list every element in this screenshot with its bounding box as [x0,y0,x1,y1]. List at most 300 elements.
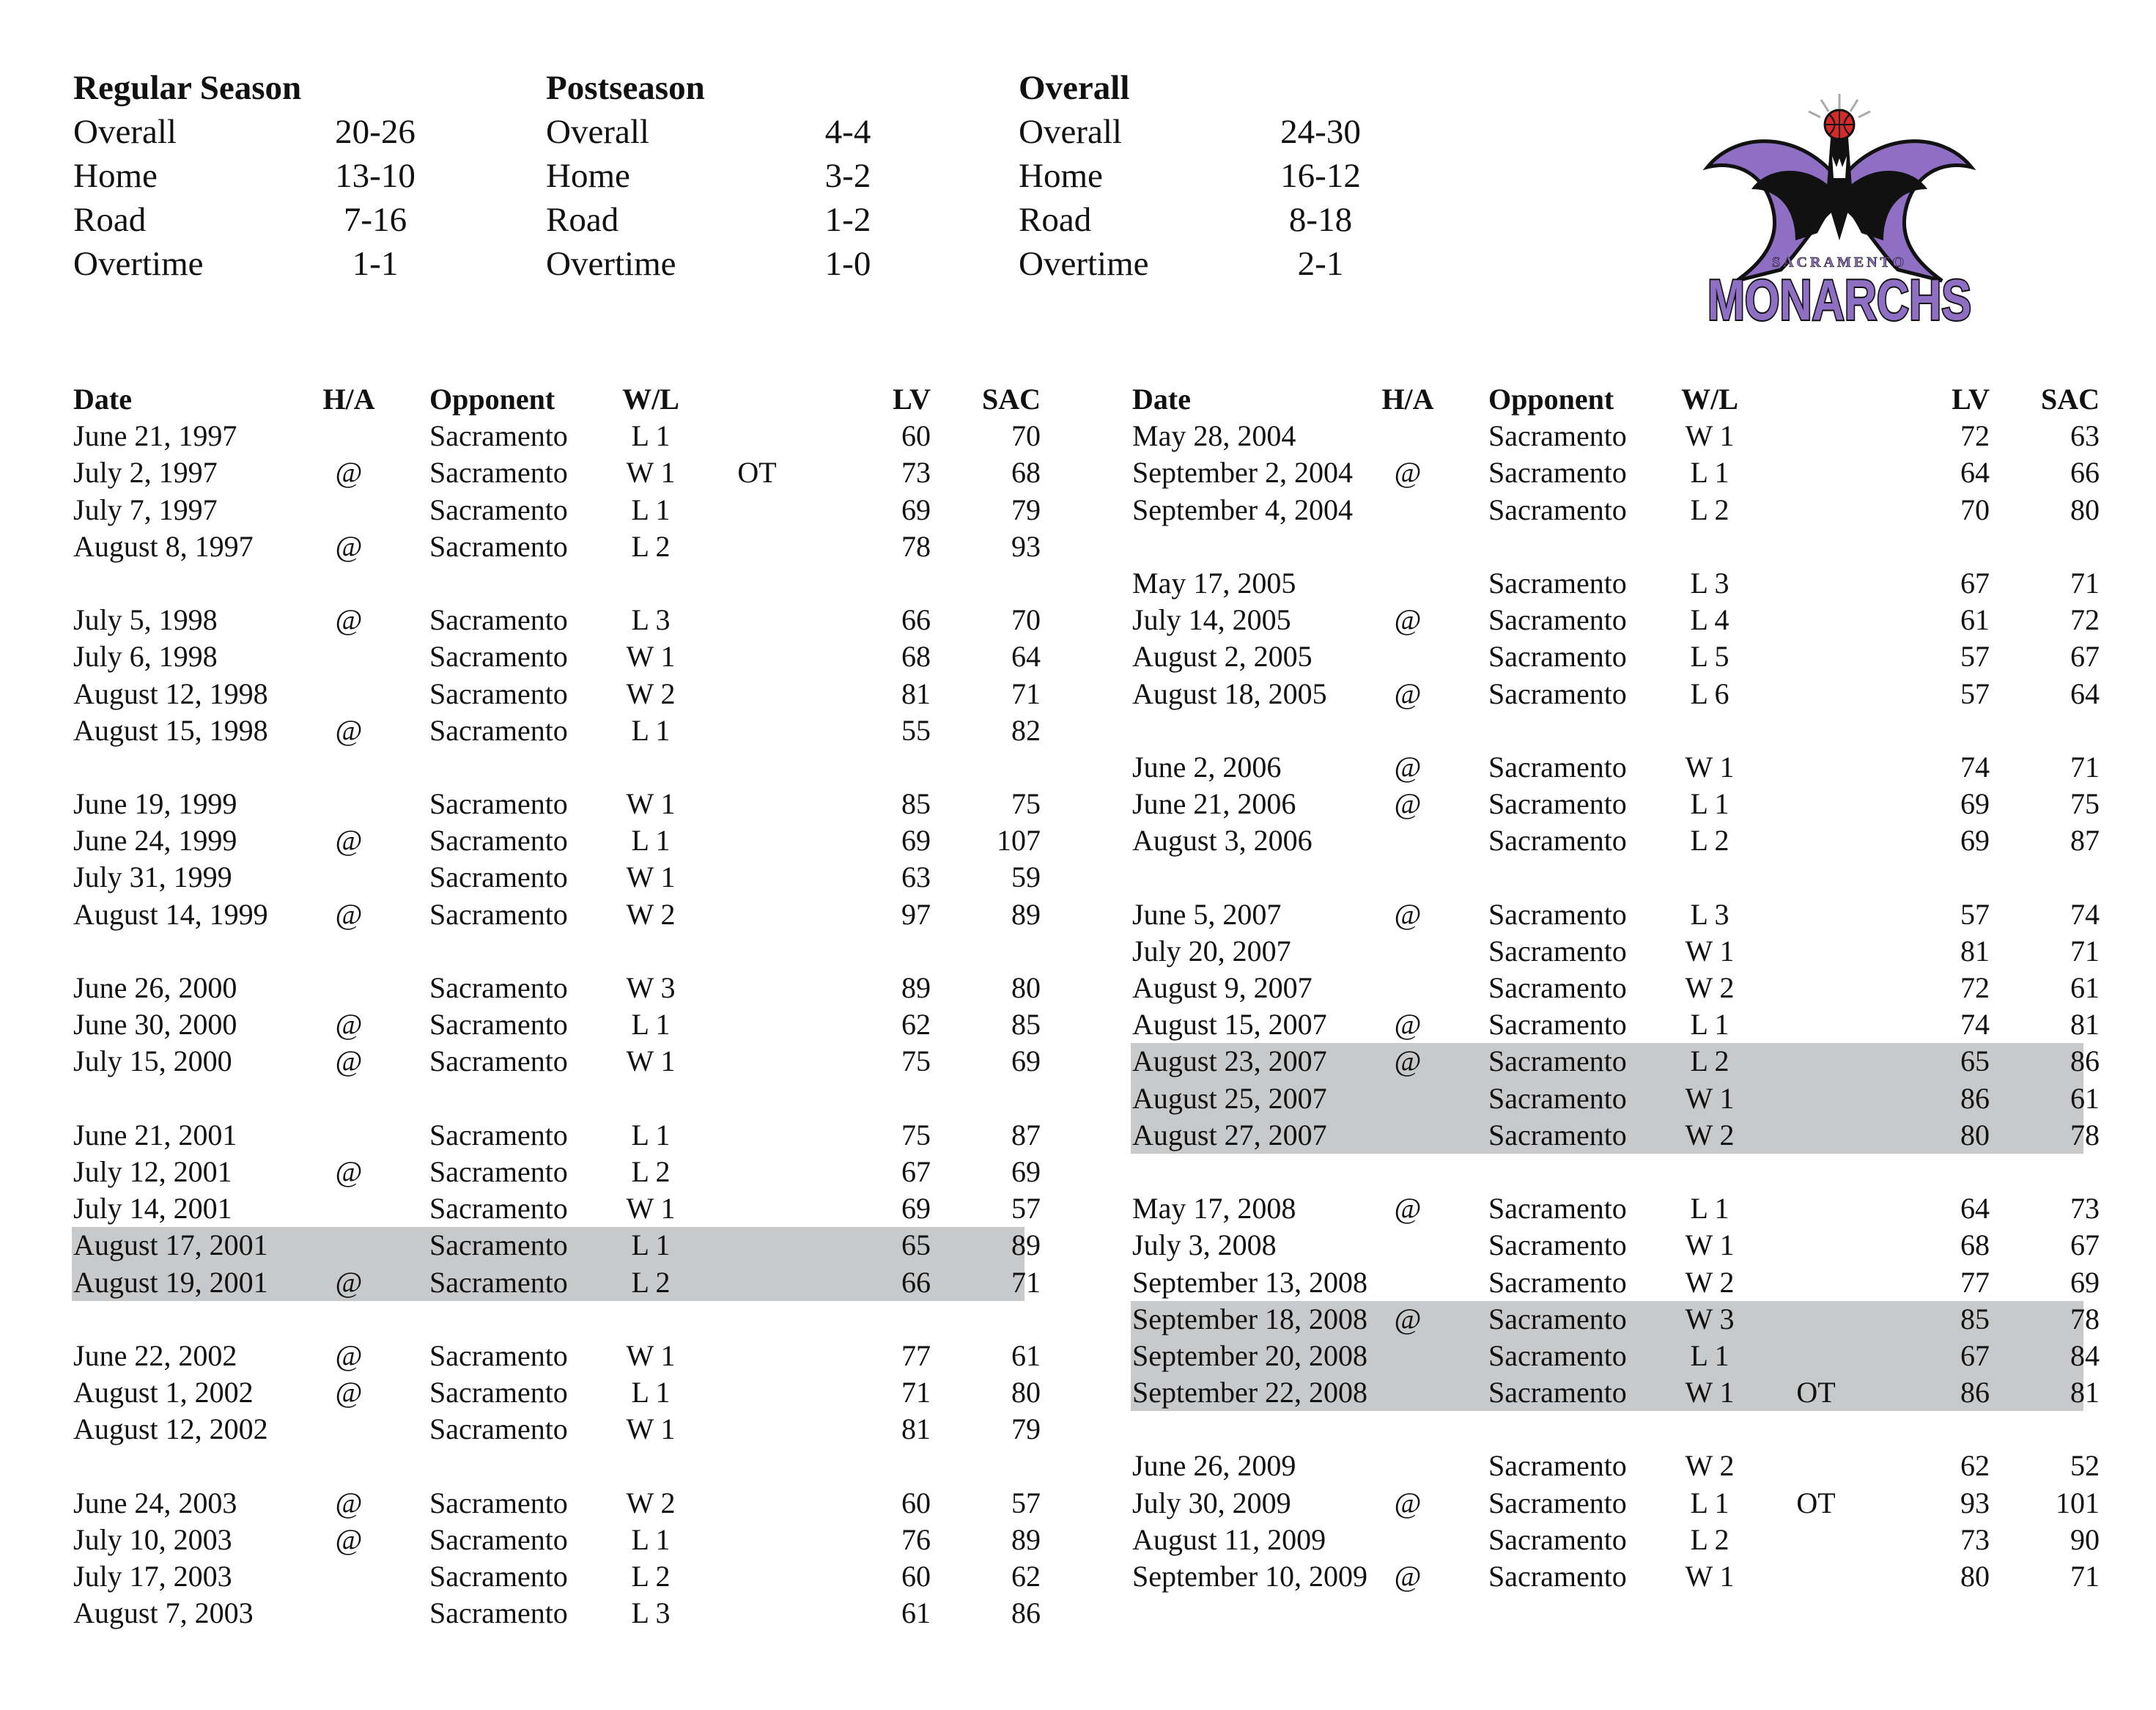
cell-opp: Sacramento [1488,1522,1627,1556]
cell-date: August 2, 2005 [1132,640,1313,674]
cell-opp: Sacramento [1488,566,1627,600]
season-separator [1131,528,2083,565]
header-lv: LV [893,383,931,416]
cell-sac: 70 [1011,419,1041,453]
cell-opp: Sacramento [1488,640,1627,674]
cell-lv: 93 [1960,1486,1990,1519]
cell-ha-text: @ [335,1522,363,1556]
cell-opp: Sacramento [1488,934,1627,968]
summary-row [546,242,986,286]
cell-sac: 52 [2070,1449,2100,1483]
cell-opp: Sacramento [429,1522,568,1556]
cell-sac: 84 [2070,1338,2100,1372]
figure-body-icon [1826,138,1853,240]
table-row [72,1338,1041,1374]
cell-opp: Sacramento [1488,1192,1627,1226]
cell-date: July 17, 2003 [73,1560,232,1593]
table-row [1131,1227,2100,1264]
table-row [72,638,1041,675]
cell-ha-text: @ [1394,1302,1422,1335]
cell-wl-text: L 2 [631,529,671,563]
summary-value: 20-26 [335,113,416,151]
summary-value: 13-10 [335,157,416,195]
cell-opp: Sacramento [1488,1118,1627,1151]
summary-row [1019,110,1458,154]
cell-date: June 30, 2000 [73,1008,237,1042]
table-row [72,712,1041,749]
cell-wl-text: L 1 [631,493,671,526]
cell-ot-text: OT [1796,1486,1836,1519]
table-row [72,1043,1041,1080]
summary-row [546,198,986,242]
cell-opp: Sacramento [1488,1302,1627,1335]
table-row [72,1264,1041,1301]
cell-sac: 61 [2070,971,2100,1004]
cell-opp: Sacramento [1488,1228,1627,1262]
table-row [1131,638,2100,675]
summary-heading: Regular Season [73,69,302,107]
cell-sac: 89 [1011,1228,1041,1262]
table-header [1131,381,2100,418]
cell-lv: 75 [901,1044,931,1078]
cell-date: August 11, 2009 [1132,1522,1326,1556]
cell-sac: 101 [2056,1486,2100,1519]
cell-wl-text: L 2 [631,1154,671,1188]
table-row [72,1558,1041,1595]
cell-wl-text: W 1 [626,1338,676,1372]
cell-sac: 71 [2070,750,2100,784]
summary-row [73,110,513,154]
cell-lv: 64 [1960,1192,1990,1226]
summary-value: 24-30 [1280,113,1361,151]
cell-lv: 66 [901,1265,931,1299]
cell-wl-text: W 1 [1685,1081,1735,1115]
cell-wl-text: W 1 [1685,1228,1735,1262]
cell-date: August 18, 2005 [1132,677,1327,710]
season-separator [72,1301,1025,1338]
cell-lv: 60 [901,1486,931,1519]
cell-wl-text: W 1 [626,787,676,821]
cell-wl-text: L 1 [631,824,671,858]
header-ha-label: H/A [1381,383,1434,416]
table-header [72,381,1041,418]
summary-label: Overall [1019,113,1122,151]
summary-value: 1-1 [352,245,399,283]
cell-opp: Sacramento [429,1486,568,1519]
cell-wl-text: W 1 [626,860,676,894]
cell-wl-text: W 1 [626,1192,676,1226]
summary-row [546,110,986,154]
summary-label: Road [1019,201,1092,239]
cell-date: August 8, 1997 [73,529,254,563]
cell-sac: 82 [1011,713,1041,747]
summary-row [1019,242,1458,286]
cell-opp: Sacramento [1488,824,1627,858]
cell-opp: Sacramento [1488,419,1627,453]
table-row [1131,1448,2100,1484]
season-separator [1131,1411,2083,1448]
cell-wl-text: L 2 [1690,824,1729,858]
table-row [72,1154,1041,1190]
cell-date: May 28, 2004 [1132,419,1296,453]
cell-opp: Sacramento [1488,603,1627,637]
cell-ha-text: @ [1394,1192,1422,1226]
cell-date: September 22, 2008 [1132,1376,1368,1409]
header-lv: LV [1952,383,1990,416]
cell-ha-text: @ [1394,1560,1422,1593]
cell-wl-text: W 3 [1685,1302,1735,1335]
cell-sac: 71 [1011,1265,1041,1299]
cell-date: September 4, 2004 [1132,493,1354,526]
season-separator [1131,859,2083,896]
season-separator [1131,712,2083,749]
logo-top-text: SACRAMENTO [1771,254,1908,270]
season-separator [1131,1154,2083,1190]
cell-date: August 19, 2001 [73,1265,268,1299]
summary-regular-season [73,66,513,286]
cell-opp: Sacramento [429,971,568,1004]
header-sac: SAC [2040,383,2100,416]
logo-main-text: MONARCHS [1708,268,1971,332]
cell-ha-text: @ [1394,897,1422,931]
season-separator [72,933,1025,970]
header-ha-label: H/A [322,383,375,416]
cell-opp: Sacramento [1488,493,1627,526]
header-date: Date [1132,383,1191,416]
table-row [72,418,1041,454]
cell-date: August 12, 1998 [73,677,268,710]
cell-opp: Sacramento [429,456,568,490]
cell-ha-text: @ [1394,1044,1422,1078]
cell-sac: 67 [2070,640,2100,674]
table-row [72,1117,1041,1154]
cell-ha-text: @ [1394,677,1422,710]
summary-value: 3-2 [824,157,871,195]
cell-lv: 70 [1960,493,1990,526]
cell-wl-text: W 2 [626,1486,676,1519]
cell-opp: Sacramento [1488,971,1627,1004]
cell-ha-text: @ [335,529,363,563]
cell-date: June 2, 2006 [1132,750,1282,784]
header-opponent: Opponent [429,383,555,416]
table-row [72,822,1041,859]
cell-ha-text: @ [335,713,363,747]
cell-lv: 80 [1960,1118,1990,1151]
table-row [72,1485,1041,1522]
cell-lv: 57 [1960,897,1990,931]
table-row [1131,676,2100,712]
cell-opp: Sacramento [429,1376,568,1409]
cell-lv: 80 [1960,1560,1990,1593]
cell-lv: 86 [1960,1081,1990,1115]
cell-lv: 61 [901,1596,931,1630]
cell-lv: 71 [901,1376,931,1409]
cell-opp: Sacramento [429,1228,568,1262]
cell-wl-text: L 1 [631,1008,671,1042]
cell-lv: 72 [1960,419,1990,453]
cell-sac: 87 [2070,824,2100,858]
cell-date: July 31, 1999 [73,860,232,894]
cell-sac: 89 [1011,1522,1041,1556]
cell-sac: 69 [2070,1265,2100,1299]
summary-label: Home [546,157,630,195]
cell-ha-text: @ [335,1486,363,1519]
cell-date: July 6, 1998 [73,640,218,674]
cell-wl-text: L 1 [1690,787,1729,821]
cell-sac: 86 [2070,1044,2100,1078]
cell-date: July 20, 2007 [1132,934,1291,968]
cell-sac: 81 [2070,1376,2100,1409]
cell-sac: 71 [2070,934,2100,968]
cell-opp: Sacramento [429,677,568,710]
summary-label: Overall [546,113,649,151]
table-row [1131,1301,2100,1338]
cell-sac: 80 [1011,971,1041,1004]
cell-opp: Sacramento [429,1192,568,1226]
cell-opp: Sacramento [429,897,568,931]
cell-lv: 85 [1960,1302,1990,1335]
cell-date: August 27, 2007 [1132,1118,1327,1151]
cell-date: June 26, 2009 [1132,1449,1296,1483]
cell-opp: Sacramento [429,824,568,858]
cell-wl-text: W 2 [1685,1265,1735,1299]
cell-lv: 97 [901,897,931,931]
cell-ha-text: @ [335,1265,363,1299]
cell-sac: 70 [1011,603,1041,637]
table-row [1131,1264,2100,1301]
cell-sac: 59 [1011,860,1041,894]
table-row [1131,970,2100,1006]
cell-opp: Sacramento [429,1154,568,1188]
cell-date: July 7, 1997 [73,493,218,526]
cell-wl-text: W 1 [1685,750,1735,784]
summary-label: Home [1019,157,1103,195]
cell-date: September 18, 2008 [1132,1302,1368,1335]
cell-lv: 68 [1960,1228,1990,1262]
cell-wl-text: L 1 [1690,1008,1729,1042]
cell-sac: 79 [1011,1412,1041,1446]
table-row [72,492,1041,528]
cell-date: June 21, 2001 [73,1118,237,1151]
table-row [1131,492,2100,528]
summary-label: Overtime [1019,245,1149,283]
cell-sac: 61 [1011,1338,1041,1372]
cell-wl-text: L 2 [631,1265,671,1299]
cell-wl-text: L 1 [631,1376,671,1409]
season-separator [72,749,1025,786]
table-row [72,1595,1041,1632]
summary-value: 1-0 [824,245,871,283]
cell-date: June 24, 2003 [73,1486,237,1519]
cell-date: June 19, 1999 [73,787,237,821]
cell-lv: 77 [901,1338,931,1372]
cell-opp: Sacramento [429,1338,568,1372]
cell-wl-text: L 1 [1690,1486,1729,1519]
summary-label: Road [546,201,619,239]
cell-sac: 87 [1011,1118,1041,1151]
table-row [72,1522,1041,1558]
cell-ot-text: OT [1796,1376,1836,1409]
table-row [72,1411,1041,1448]
cell-sac: 80 [2070,493,2100,526]
summary-label: Overall [73,113,177,151]
cell-sac: 107 [997,824,1041,858]
cell-lv: 62 [901,1008,931,1042]
cell-date: July 10, 2003 [73,1522,232,1556]
table-row [1131,1485,2100,1522]
cell-lv: 75 [901,1118,931,1151]
cell-ot-text: OT [737,456,777,490]
cell-wl-text: L 1 [631,1118,671,1151]
table-row [72,1374,1041,1411]
cell-sac: 74 [2070,897,2100,931]
cell-lv: 55 [901,713,931,747]
summary-label: Overtime [546,245,676,283]
cell-opp: Sacramento [429,603,568,637]
cell-lv: 64 [1960,456,1990,490]
summary-heading: Postseason [546,69,705,107]
cell-opp: Sacramento [429,713,568,747]
cell-opp: Sacramento [1488,1449,1627,1483]
monarchs-logo [1693,86,1986,343]
cell-sac: 57 [1011,1192,1041,1226]
cell-lv: 76 [901,1522,931,1556]
cell-sac: 75 [2070,787,2100,821]
cell-lv: 89 [901,971,931,1004]
table-row [72,786,1041,822]
cell-opp: Sacramento [1488,897,1627,931]
cell-date: August 15, 1998 [73,713,268,747]
games-table-left [72,381,1041,1632]
cell-date: August 23, 2007 [1132,1044,1327,1078]
cell-lv: 61 [1960,603,1990,637]
table-row [72,859,1041,896]
cell-opp: Sacramento [1488,1265,1627,1299]
table-row [1131,786,2100,822]
basketball-seams-icon [1825,110,1854,139]
cell-opp: Sacramento [429,529,568,563]
cell-lv: 81 [901,677,931,710]
cell-opp: Sacramento [1488,456,1627,490]
cell-date: June 21, 2006 [1132,787,1296,821]
cell-wl-text: L 3 [1690,897,1729,931]
cell-lv: 86 [1960,1376,1990,1409]
cell-sac: 66 [2070,456,2100,490]
header-date: Date [73,383,132,416]
summary-row [73,154,513,198]
cell-lv: 69 [901,493,931,526]
cell-date: June 5, 2007 [1132,897,1282,931]
cell-date: July 30, 2009 [1132,1486,1291,1519]
cell-date: September 13, 2008 [1132,1265,1368,1299]
cell-date: August 12, 2002 [73,1412,268,1446]
cell-ha-text: @ [335,603,363,637]
cell-lv: 67 [1960,1338,1990,1372]
cell-sac: 72 [2070,603,2100,637]
cell-opp: Sacramento [429,493,568,526]
cell-lv: 67 [901,1154,931,1188]
table-row [1131,933,2100,970]
table-row [72,1227,1041,1264]
summary-value: 8-18 [1288,201,1353,239]
cell-sac: 90 [2070,1522,2100,1556]
cell-wl-text: L 2 [1690,493,1729,526]
summary-value: 1-2 [824,201,871,239]
table-row [72,896,1041,933]
cell-opp: Sacramento [429,787,568,821]
cell-ha-text: @ [335,1008,363,1042]
cell-date: July 14, 2001 [73,1192,232,1226]
cell-sac: 93 [1011,529,1041,563]
header-wl-label: W/L [622,383,679,416]
cell-lv: 68 [901,640,931,674]
cell-opp: Sacramento [1488,1008,1627,1042]
cell-sac: 86 [1011,1596,1041,1630]
cell-sac: 63 [2070,419,2100,453]
cell-sac: 89 [1011,897,1041,931]
cell-sac: 80 [1011,1376,1041,1409]
cell-opp: Sacramento [429,1560,568,1593]
cell-opp: Sacramento [1488,750,1627,784]
cell-opp: Sacramento [429,640,568,674]
cell-wl-text: L 1 [1690,1338,1729,1372]
cell-wl-text: W 1 [626,640,676,674]
cell-sac: 67 [2070,1228,2100,1262]
cell-ha-text: @ [1394,603,1422,637]
summary-value: 7-16 [343,201,407,239]
season-separator [72,1080,1025,1117]
cell-sac: 78 [2070,1118,2100,1151]
cell-wl-text: L 3 [1690,566,1729,600]
cell-opp: Sacramento [1488,1338,1627,1372]
summary-row [1019,154,1458,198]
cell-ha-text: @ [1394,1008,1422,1042]
summary-row [1019,198,1458,242]
table-row [1131,1117,2100,1154]
cell-lv: 57 [1960,677,1990,710]
cell-lv: 74 [1960,1008,1990,1042]
cell-ha-text: @ [335,1154,363,1188]
cell-wl-text: W 1 [1685,1560,1735,1593]
cell-sac: 64 [2070,677,2100,710]
cell-ha-text: @ [1394,456,1422,490]
cell-lv: 81 [901,1412,931,1446]
table-row [72,454,1041,491]
cell-lv: 66 [901,603,931,637]
table-row [72,528,1041,565]
cell-lv: 60 [901,419,931,453]
cell-opp: Sacramento [1488,1560,1627,1593]
cell-lv: 78 [901,529,931,563]
cell-wl-text: L 2 [631,1560,671,1593]
cell-sac: 71 [2070,566,2100,600]
header-sac: SAC [981,383,1041,416]
cell-lv: 65 [901,1228,931,1262]
cell-sac: 61 [2070,1081,2100,1115]
cell-date: September 20, 2008 [1132,1338,1368,1372]
cell-wl-text: L 1 [1690,456,1729,490]
cell-wl-text: W 1 [1685,934,1735,968]
cell-date: July 2, 1997 [73,456,218,490]
cell-lv: 69 [1960,824,1990,858]
cell-wl-text: L 2 [1690,1522,1729,1556]
cell-date: August 15, 2007 [1132,1008,1327,1042]
cell-sac: 75 [1011,787,1041,821]
table-row [1131,565,2100,602]
summary-value: 2-1 [1297,245,1344,283]
cell-wl-text: W 2 [1685,971,1735,1004]
table-row [72,1006,1041,1043]
